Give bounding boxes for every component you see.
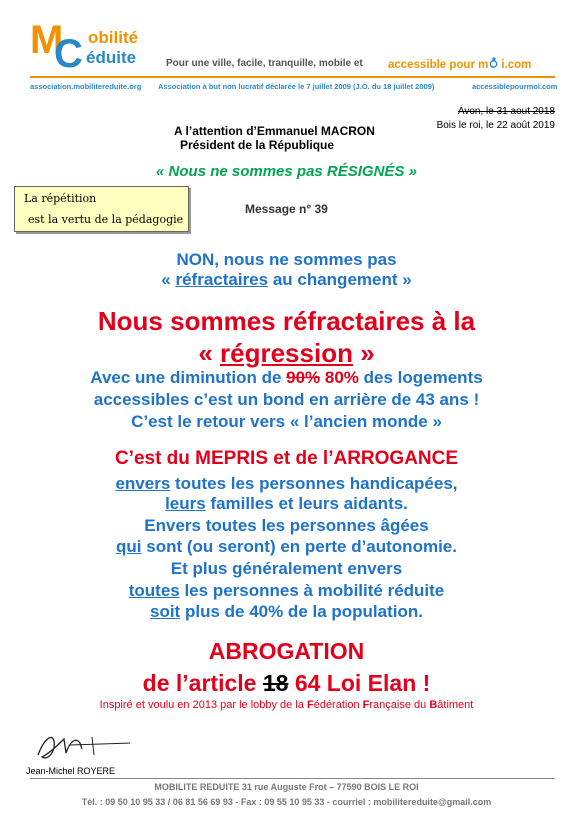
m6-post: les personnes à mobilité réduite <box>179 581 445 600</box>
m7-post: plus de 40% de la population. <box>180 602 423 621</box>
mobilite-reduite-logo <box>30 18 162 76</box>
r2-underlined: régression <box>220 338 353 368</box>
logo-word-mobilite: obilité <box>88 28 139 47</box>
abrogation-article <box>0 670 573 697</box>
body-line-b2 <box>0 270 573 290</box>
body-line-m2 <box>0 494 573 514</box>
insp-initial-f2: F <box>362 699 370 711</box>
tagline-accent-start: accessible pour m <box>388 59 489 71</box>
body-line-m7 <box>0 602 573 622</box>
body-line-b1: NON, nous ne sommes pas <box>176 250 397 269</box>
footer-address: MOBILITE REDUITE 31 rue Auguste Frot – 77590 BOIS LE ROI <box>154 782 419 792</box>
p1-pre: Avec une diminution de <box>90 368 287 387</box>
m2-post: familles et leurs aidants. <box>205 494 408 513</box>
footer-divider <box>30 778 555 779</box>
p1-post: des logements <box>358 368 483 387</box>
m4-post: sont (ou seront) en perte d’autonomie. <box>141 537 457 556</box>
m6-underlined: toutes <box>128 581 180 600</box>
body-line-m4 <box>0 537 573 557</box>
body-line-m1 <box>0 474 573 494</box>
insp-initial-b: B <box>429 699 438 711</box>
r2-post: » <box>352 338 375 368</box>
p1-struck-value: 90% <box>286 368 321 387</box>
date-old: Avon, le 31 aout 2018 <box>457 106 555 117</box>
handwritten-signature <box>30 725 140 767</box>
logo-letter-c: C <box>54 32 83 76</box>
m1-post: toutes les personnes handicapées, <box>170 474 458 493</box>
body-line-r2 <box>0 338 573 369</box>
logo-letter-m: M <box>30 18 64 62</box>
header-tagline-accent <box>388 57 531 71</box>
motto-line-2: est la vertu de la pédagogie <box>28 213 184 226</box>
abrogation-title: ABROGATION <box>208 638 365 664</box>
addressee-line-2: Président de la République <box>180 138 335 152</box>
date-new: Bois le roi, le 22 août 2019 <box>436 120 555 131</box>
insp-text-2: rançaise du <box>369 699 430 711</box>
r2-pre: « <box>198 338 221 368</box>
m7-underlined: soit <box>150 602 181 621</box>
motto-line-1: La répétition <box>24 192 97 205</box>
m4-underlined: qui <box>116 537 142 556</box>
a2-post: 64 Loi Elan ! <box>288 670 431 696</box>
b2-pre: « <box>161 270 176 289</box>
insp-initial-f1: F <box>306 699 314 711</box>
header-site-link[interactable]: association.mobilitereduite.org <box>30 82 142 91</box>
header-subline <box>30 82 558 91</box>
p1-new-value: 80% <box>320 368 359 387</box>
a2-pre: de l’article <box>142 670 263 696</box>
insp-text-1: édération <box>313 699 363 711</box>
b2-underlined: réfractaires <box>175 270 269 289</box>
body-line-p3: C’est le retour vers « l’ancien monde » <box>131 412 442 431</box>
addressee-line-1: A l’attention d’Emmanuel MACRON <box>174 124 375 138</box>
m2-underlined: leurs <box>165 494 206 513</box>
signatory-name: Jean-Michel ROYERE <box>26 766 116 776</box>
body-line-m5: Et plus généralement envers <box>170 559 403 578</box>
body-line-m3: Envers toutes les personnes âgées <box>144 516 429 535</box>
body-line-r1: Nous sommes réfractaires à la <box>97 306 476 336</box>
headline: « Nous ne sommes pas RÉSIGNÉS » <box>156 163 417 180</box>
m1-underlined: envers <box>115 474 171 493</box>
b2-post: au changement » <box>268 270 412 289</box>
footer-contact: Tél. : 09 50 10 95 33 / 06 81 56 69 93 - Fax : 09 55 10 95 33 - courriel : mobilitereduite@gmail.com <box>81 797 492 807</box>
logo-word-reduite: éduite <box>86 48 137 67</box>
body-line-m6 <box>0 581 573 601</box>
header-site-link-2[interactable]: accessiblepourmoi.com <box>472 82 558 91</box>
insp-text-3: âtiment <box>437 699 474 711</box>
tagline-accent-end: i.com <box>501 59 532 71</box>
message-number: Message n° 39 <box>245 202 328 216</box>
body-line-m0: C’est du MEPRIS et de l’ARROGANCE <box>114 448 459 469</box>
wheelchair-icon <box>488 57 501 68</box>
body-line-p2: accessibles c’est un bond en arrière de 43 ans ! <box>93 390 480 409</box>
insp-text: Inspiré et voulu en 2013 par le lobby de la <box>99 699 307 711</box>
header-association-note: Association à but non lucratif déclarée le 7 juillet 2009 (J.O. du 18 juillet 2009) <box>158 82 435 91</box>
inspired-note <box>0 699 573 711</box>
header-tagline: Pour une ville, facile, tranquille, mobile et <box>166 58 363 69</box>
header-divider <box>30 76 555 78</box>
body-line-p1 <box>0 368 573 388</box>
a2-struck-article: 18 <box>262 670 289 696</box>
